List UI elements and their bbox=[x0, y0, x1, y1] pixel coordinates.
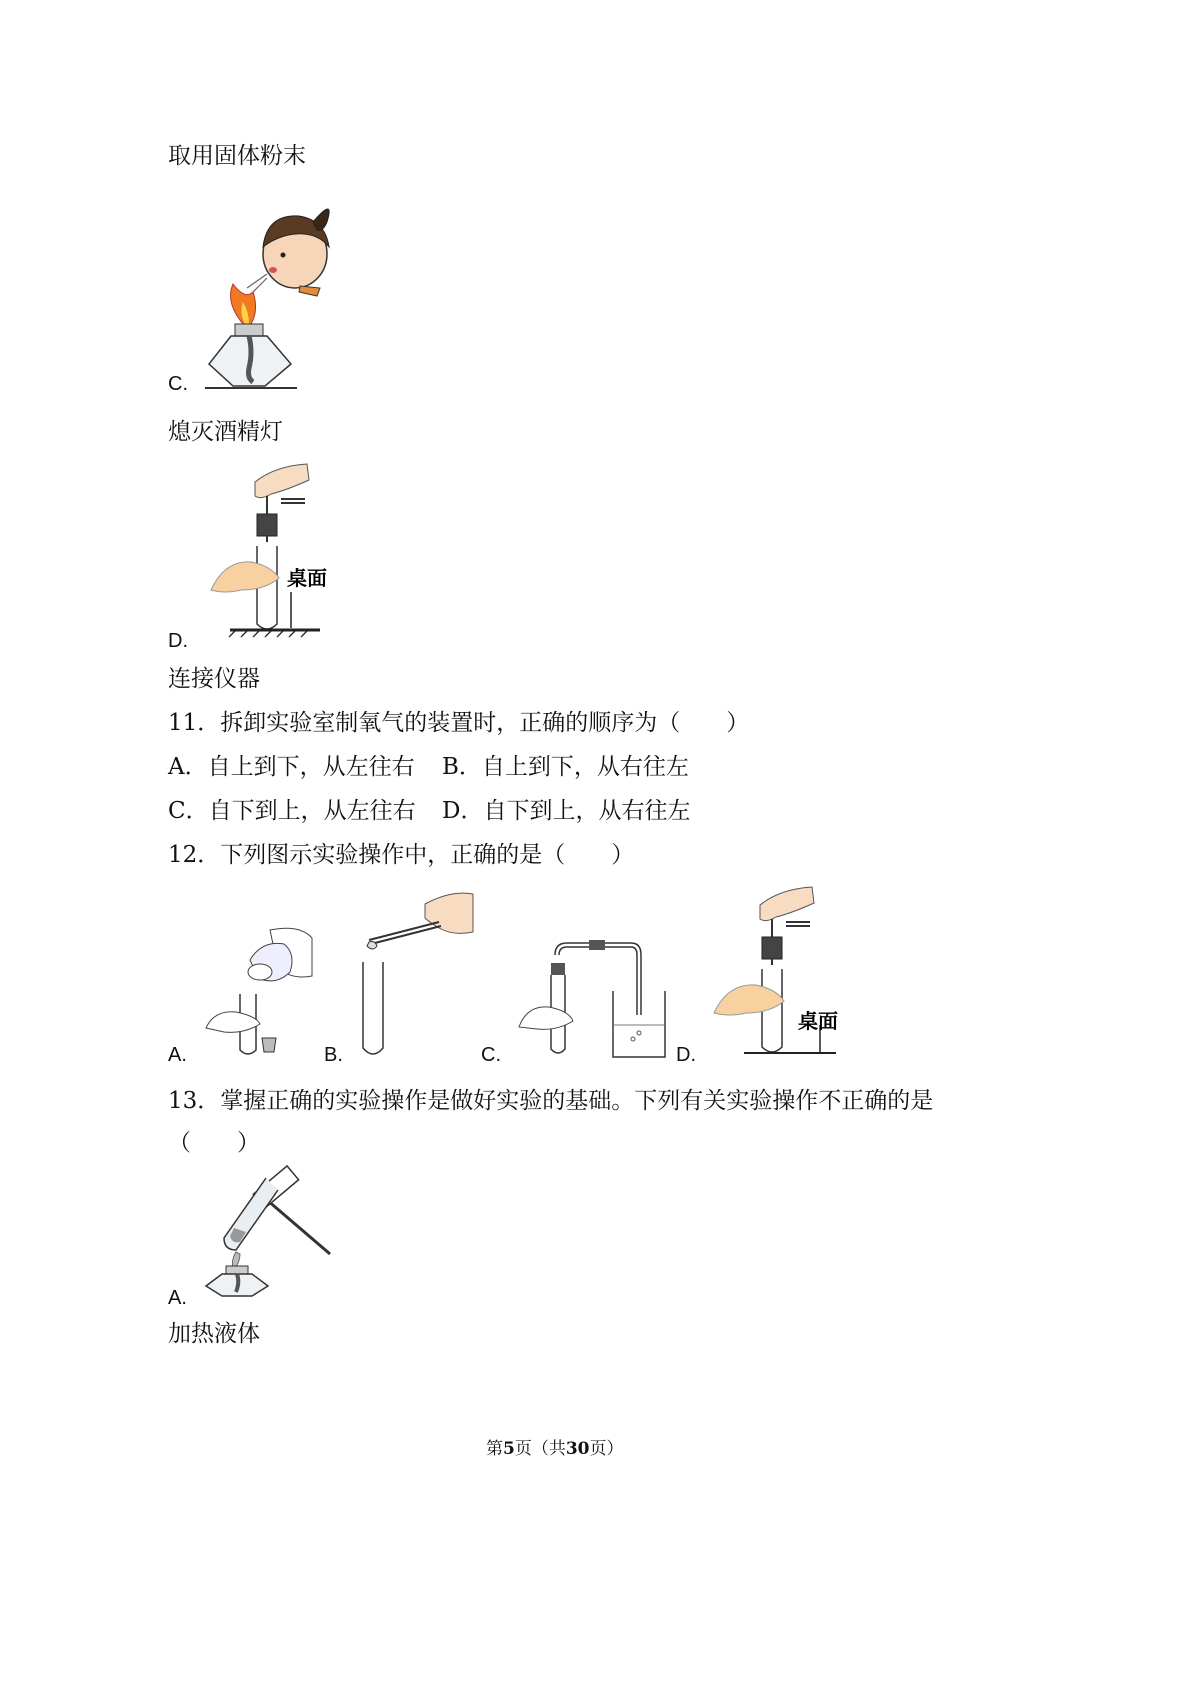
q11-option-a: A．自上到下，从左往右 bbox=[168, 754, 415, 780]
q12-desk-label: 桌面 bbox=[798, 1009, 838, 1033]
label-d: D. bbox=[168, 630, 188, 652]
q12-figure-c bbox=[515, 935, 675, 1060]
page-footer bbox=[486, 1434, 624, 1459]
q11-option-c: C．自下到上，从左往右 bbox=[168, 798, 416, 824]
q13-label-a: A. bbox=[168, 1287, 187, 1309]
q12-figure-d bbox=[710, 885, 845, 1060]
caption-solid-powder: 取用固体粉末 bbox=[168, 143, 306, 169]
q11-option-b: B．自上到下，从右往左 bbox=[442, 754, 689, 780]
q12-label-c: C. bbox=[481, 1044, 501, 1066]
footer-total-pages: 30 bbox=[565, 1439, 590, 1459]
q13-stem-line2: （ ） bbox=[168, 1130, 260, 1156]
q12-label-a: A. bbox=[168, 1044, 187, 1066]
footer-prefix: 第 bbox=[486, 1439, 503, 1459]
q11-option-d: D．自下到上，从右往左 bbox=[442, 798, 691, 824]
q13-stem-line1: 13．掌握正确的实验操作是做好实验的基础。下列有关实验操作不正确的是 bbox=[168, 1088, 934, 1114]
desk-label: 桌面 bbox=[287, 566, 327, 590]
caption-heat-liquid: 加热液体 bbox=[168, 1321, 260, 1347]
q12-stem: 12．下列图示实验操作中，正确的是（ ） bbox=[168, 842, 635, 868]
label-c: C. bbox=[168, 373, 188, 395]
figure-blow-out-lamp bbox=[195, 192, 340, 392]
footer-page-number: 5 bbox=[503, 1439, 515, 1459]
q12-label-d: D. bbox=[676, 1044, 696, 1066]
q13-figure-heat-liquid bbox=[200, 1170, 335, 1300]
figure-connect-apparatus bbox=[205, 462, 330, 637]
q12-figure-a bbox=[200, 920, 320, 1060]
caption-extinguish-lamp: 熄灭酒精灯 bbox=[168, 419, 283, 445]
q12-label-b: B. bbox=[324, 1044, 343, 1066]
q12-figure-b bbox=[355, 888, 480, 1060]
q11-stem: 11．拆卸实验室制氧气的装置时，正确的顺序为（ ） bbox=[168, 710, 750, 736]
footer-suffix: 页） bbox=[589, 1439, 624, 1459]
footer-middle: 页（共 bbox=[514, 1439, 566, 1459]
caption-connect-apparatus: 连接仪器 bbox=[168, 666, 260, 692]
